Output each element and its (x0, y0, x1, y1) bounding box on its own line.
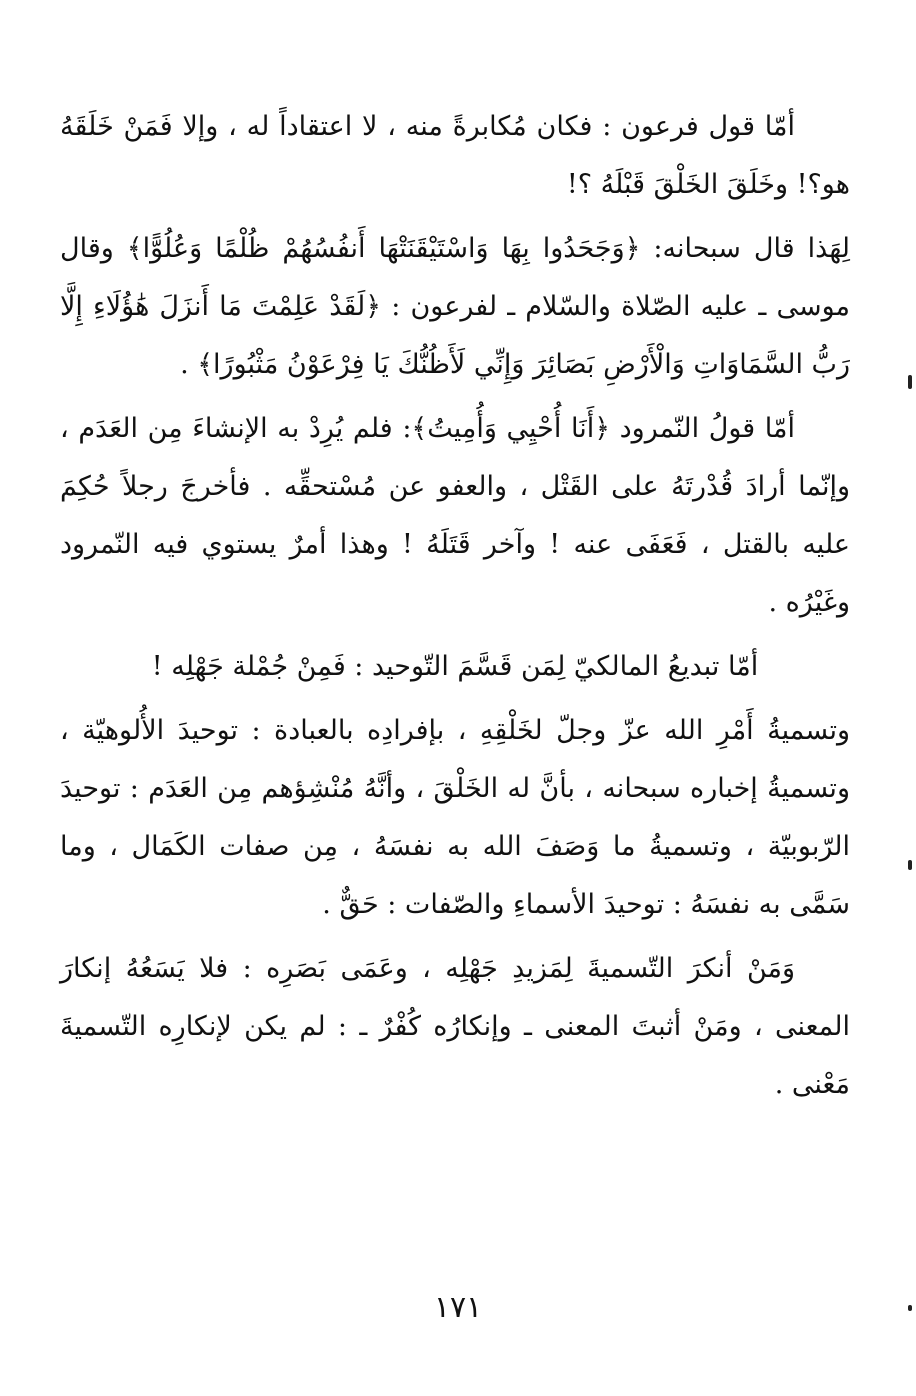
page-body (60, 98, 850, 1120)
paragraph-tawhid-categories: وتسميةُ أَمْرِ الله عزّ وجلّ لخَلْقِهِ ، بإفرادِه بالعبادة : توحيدَ الأُلوهيّة ، وتسميةُ إخباره سبحانه ، بأنَّ له الخَلْقَ ، وأنَّهُ مُنْشِؤهم مِن العَدَم : توحيدَ الرّبوبيّة ، وتسميةُ ما وَصَفَ الله به نفسَهُ ، مِن صفات الكَمَال ، وما سَمَّى به نفسَهُ : توحيدَ الأسماءِ والصّفات : حَقٌّ . (60, 715, 850, 920)
scan-margin-mark (908, 1305, 912, 1311)
paragraph-quran-verses: لِهَذا قال سبحانه: ﴿وَجَحَدُوا بِهَا وَاسْتَيْقَنَتْهَا أَنفُسُهُمْ ظُلْمًا وَعُلُوًّا﴾ وقال موسى ـ عليه الصّلاة والسّلام ـ لفرعون : ﴿لَقَدْ عَلِمْتَ مَا أَنزَلَ هَٰؤُلَاءِ إِلَّا رَبُّ السَّمَاوَاتِ وَالْأَرْضِ بَصَائِرَ وَإِنِّي لَأَظُنُّكَ يَا فِرْعَوْنُ مَثْبُورًا﴾ . (60, 233, 850, 380)
paragraph-pharaoh-statement: أمّا قول فرعون : فكان مُكابرةً منه ، لا اعتقاداً له ، وإلا فَمَنْ خَلَقَهُ هو؟! وخَلَقَ الخَلْقَ قَبْلَهُ ؟! (60, 111, 850, 200)
scan-margin-mark (908, 375, 912, 389)
paragraph-nimrod-statement: أمّا قولُ النّمرود ﴿أَنَا أُحْيِي وَأُمِيتُ﴾: فلم يُرِدْ به الإنشاءَ مِن العَدَم ، وإنّما أرادَ قُدْرتَهُ على القَتْل ، والعفو عن مُسْتحقِّه . فأخرجَ رجلاً حُكِمَ عليه بالقتل ، فَعَفَى عنه ! وآخر قَتَلَهُ ! وهذا أمرٌ يستوي فيه النّمرود وغَيْرُه . (60, 413, 850, 618)
paragraph-denial-of-naming: وَمَنْ أنكرَ التّسميةَ لِمَزيدِ جَهْلِه ، وعَمَى بَصَرِه : فلا يَسَعُهُ إنكارَ المعنى ، ومَنْ أثبتَ المعنى ـ وإنكارُه كُفْرٌ ـ : لم يكن لإنكارِه التّسميةَ مَعْنى . (60, 953, 850, 1100)
paragraph-tawhid-division: أمّا تبديعُ المالكيّ لِمَن قَسَّمَ التّوحيد : فَمِنْ جُمْلة جَهْلِه ! (151, 651, 759, 682)
page-number: ١٧١ (433, 1290, 483, 1325)
scan-margin-mark (908, 860, 912, 870)
